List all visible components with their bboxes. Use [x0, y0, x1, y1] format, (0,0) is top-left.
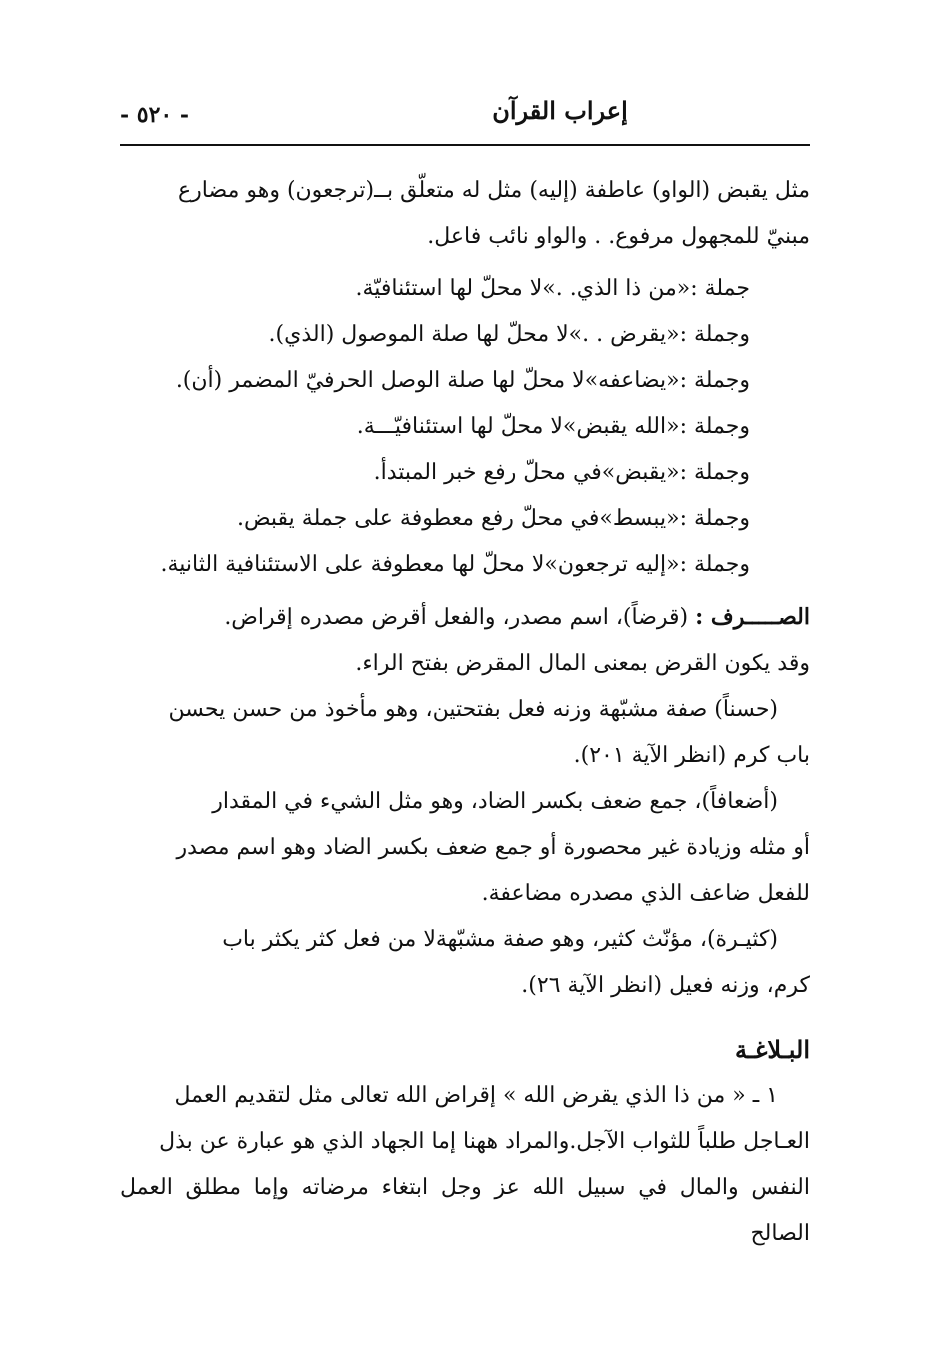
- page-header: [120, 96, 810, 148]
- hasan-line: باب كرم (انظر الآية ٢٠١).: [573, 743, 810, 768]
- sarf-label: الصـــــرف :: [695, 604, 810, 630]
- intro-line: مثل يقبض (الواو) عاطفة (إليه) مثل له متعلّق بــ(ترجعون) وهو مضارع: [178, 178, 810, 203]
- kathira-line: كرم، وزنه فعيل (انظر الآية ٢٦).: [521, 973, 810, 998]
- book-title: إعراب القرآن: [492, 96, 628, 125]
- sentence-item: وجملة :«يبسط»في محلّ رفع معطوفة على جملة يقبض.: [236, 506, 750, 531]
- sarf-text: وقد يكون القرض بمعنى المال المقرض بفتح الراء.: [355, 651, 810, 676]
- sarf-paragraph: [120, 594, 810, 641]
- sentence-item: وجملة :«يقرض . .»لا محلّ لها صلة الموصول (الذي).: [268, 322, 750, 347]
- sentence-item: وجملة :«يقبض»في محلّ رفع خبر المبتدأ.: [373, 460, 750, 485]
- hasan-line: (حسناً) صفة مشبّهة وزنه فعل بفتحتين، وهو مأخوذ من حسن يحسن: [168, 697, 778, 722]
- header-rule: [120, 144, 810, 146]
- balagha-line: النفس والمال في سبيل الله عز وجل ابتغاء مرضاته وإما مطلق العمل الصالح: [120, 1175, 810, 1246]
- sarf-text: (قرضاً)، اسم مصدر، والفعل أقرض مصدره إقراض.: [224, 605, 689, 630]
- sentence-item: جملة :«من ذا الذي. .»لا محلّ لها استئنافيّة.: [355, 276, 750, 301]
- sentence-list: [120, 266, 810, 588]
- sentence-item: وجملة :«يضاعفه»لا محلّ لها صلة الوصل الحرفيّ المضمر (أن).: [175, 368, 750, 393]
- intro-line: مبنيّ للمجهول مرفوع. . والواو نائب فاعل.: [427, 224, 810, 249]
- adaf-line: للفعل ضاعف الذي مصدره مضاعفة.: [481, 881, 810, 906]
- balagha-line: العـاجل طلباً للثواب الآجل.والمراد ههنا إما الجهاد الذي هو عبارة عن بذل: [159, 1129, 810, 1154]
- kathira-line: (كثيـرة)، مؤنّث كثير، وهو صفة مشبّهةلا من فعل كثر يكثر باب: [222, 927, 778, 952]
- adaf-line: (أضعافاً)، جمع ضعف بكسر الضاد، وهو مثل الشيء في المقدار: [212, 789, 778, 814]
- sentence-item: وجملة :«إليه ترجعون»لا محلّ لها معطوفة على الاستئنافية الثانية.: [160, 552, 750, 577]
- page-body: [120, 168, 810, 1257]
- balagha-heading: البـلاغـة: [734, 1035, 810, 1064]
- page-number: - ٥٢٠ -: [120, 102, 190, 128]
- adaf-line: أو مثله وزيادة غير محصورة أو جمع ضعف بكسر الضاد وهو اسم مصدر: [176, 835, 810, 860]
- sentence-item: وجملة :«الله يقبض»لا محلّ لها استئنافيّـــة.: [356, 414, 750, 439]
- balagha-line: ١ ـ « من ذا الذي يقرض الله » إقراض الله تعالى مثل لتقديم العمل: [174, 1083, 778, 1108]
